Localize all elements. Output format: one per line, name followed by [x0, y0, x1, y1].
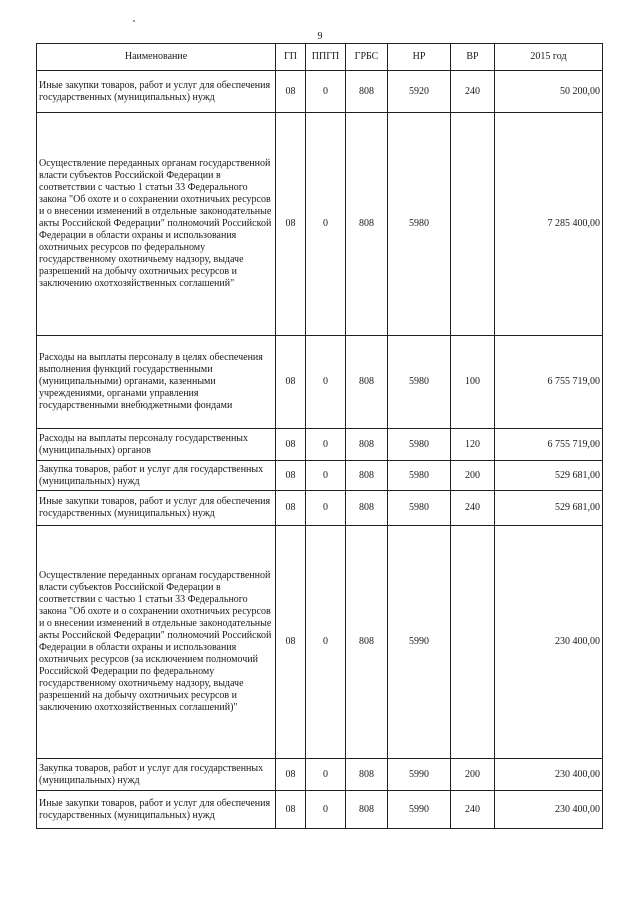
row-ppgp-cell: 0: [306, 491, 346, 526]
row-grbs-cell: 808: [346, 759, 388, 791]
row-name-cell: Закупка товаров, работ и услуг для государственных (муниципальных) нужд: [37, 759, 276, 791]
row-gp-cell: 08: [276, 759, 306, 791]
row-grbs-cell: 808: [346, 526, 388, 759]
row-nr-cell: 5980: [388, 461, 451, 491]
header-gp: ГП: [276, 44, 306, 71]
header-grbs: ГРБС: [346, 44, 388, 71]
row-vr-cell: 200: [451, 759, 495, 791]
row-vr-cell: 120: [451, 429, 495, 461]
row-ppgp-cell: 0: [306, 113, 346, 336]
row-gp-cell: 08: [276, 491, 306, 526]
row-amount-cell: 529 681,00: [495, 461, 603, 491]
row-ppgp-cell: 0: [306, 526, 346, 759]
row-ppgp-cell: 0: [306, 71, 346, 113]
header-year: 2015 год: [495, 44, 603, 71]
row-grbs-cell: 808: [346, 71, 388, 113]
header-ppgp: ППГП: [306, 44, 346, 71]
row-amount-cell: 230 400,00: [495, 526, 603, 759]
table-body: [37, 71, 603, 829]
row-vr-cell: 240: [451, 71, 495, 113]
table-row: [37, 791, 603, 829]
header-vr: ВР: [451, 44, 495, 71]
row-ppgp-cell: 0: [306, 336, 346, 429]
row-grbs-cell: 808: [346, 113, 388, 336]
row-vr-cell: [451, 526, 495, 759]
row-grbs-cell: 808: [346, 461, 388, 491]
row-nr-cell: 5980: [388, 429, 451, 461]
table-row: [37, 71, 603, 113]
table-row: [37, 336, 603, 429]
row-grbs-cell: 808: [346, 491, 388, 526]
row-name-cell: Расходы на выплаты персоналу государственных (муниципальных) органов: [37, 429, 276, 461]
row-grbs-cell: 808: [346, 791, 388, 829]
row-gp-cell: 08: [276, 461, 306, 491]
row-name-cell: Иные закупки товаров, работ и услуг для обеспечения государственных (муниципальных) нужд: [37, 791, 276, 829]
row-gp-cell: 08: [276, 791, 306, 829]
header-row: [37, 44, 603, 71]
row-vr-cell: 240: [451, 791, 495, 829]
row-ppgp-cell: 0: [306, 429, 346, 461]
row-gp-cell: 08: [276, 429, 306, 461]
row-nr-cell: 5980: [388, 491, 451, 526]
table-row: [37, 461, 603, 491]
row-gp-cell: 08: [276, 336, 306, 429]
row-amount-cell: 230 400,00: [495, 791, 603, 829]
row-ppgp-cell: 0: [306, 791, 346, 829]
row-vr-cell: [451, 113, 495, 336]
row-amount-cell: 7 285 400,00: [495, 113, 603, 336]
row-name-cell: Закупка товаров, работ и услуг для государственных (муниципальных) нужд: [37, 461, 276, 491]
row-vr-cell: 240: [451, 491, 495, 526]
table-row: [37, 526, 603, 759]
header-nr: НР: [388, 44, 451, 71]
table-row: [37, 429, 603, 461]
row-gp-cell: 08: [276, 71, 306, 113]
row-ppgp-cell: 0: [306, 759, 346, 791]
row-amount-cell: 6 755 719,00: [495, 336, 603, 429]
row-amount-cell: 50 200,00: [495, 71, 603, 113]
row-grbs-cell: 808: [346, 429, 388, 461]
row-name-cell: Осуществление переданных органам государственной власти субъектов Российской Федерации в соответствии с частью 1 статьи 33 Федерального закона "Об охоте и о сохранении охотничьих ресурсов и о внесении изменений в отдельные законодательные акты Российской Федерации" полномочий Российской Федерации в области охраны и использования охотничьих ресурсов по федеральному государственному охотничьему надзору, выдаче разрешений на добычу охотничьих ресурсов и заключению охотхозяйственных соглашений": [37, 113, 276, 336]
row-amount-cell: 6 755 719,00: [495, 429, 603, 461]
header-name: Наименование: [37, 44, 276, 71]
row-nr-cell: 5990: [388, 791, 451, 829]
row-vr-cell: 100: [451, 336, 495, 429]
table-row: [37, 113, 603, 336]
row-nr-cell: 5920: [388, 71, 451, 113]
table-row: [37, 759, 603, 791]
page-number: 9: [317, 31, 323, 42]
row-gp-cell: 08: [276, 113, 306, 336]
row-name-cell: Иные закупки товаров, работ и услуг для обеспечения государственных (муниципальных) нужд: [37, 491, 276, 526]
row-name-cell: Осуществление переданных органам государственной власти субъектов Российской Федерации в соответствии с частью 1 статьи 33 Федерального закона "Об охоте и о сохранении охотничьих ресурсов и о внесении изменений в отдельные законодательные акты Российской Федерации" полномочий Российской Федерации в области охраны и использования охотничьих ресурсов (за исключением полномочий Российской Федерации по федеральному государственному охотничьему надзору, выдаче разрешений на добычу охотничьих ресурсов и заключению охотхозяйственных соглашений)": [37, 526, 276, 759]
table-row: [37, 491, 603, 526]
row-nr-cell: 5990: [388, 759, 451, 791]
budget-table: [36, 43, 603, 829]
row-nr-cell: 5990: [388, 526, 451, 759]
row-amount-cell: 529 681,00: [495, 491, 603, 526]
row-ppgp-cell: 0: [306, 461, 346, 491]
row-nr-cell: 5980: [388, 113, 451, 336]
row-name-cell: Иные закупки товаров, работ и услуг для обеспечения государственных (муниципальных) нужд: [37, 71, 276, 113]
row-nr-cell: 5980: [388, 336, 451, 429]
row-gp-cell: 08: [276, 526, 306, 759]
scan-speck: [133, 20, 135, 22]
row-name-cell: Расходы на выплаты персоналу в целях обеспечения выполнения функций государственными (муниципальными) органами, казенными учреждениями, органами управления государственными внебюджетными фондами: [37, 336, 276, 429]
row-vr-cell: 200: [451, 461, 495, 491]
row-grbs-cell: 808: [346, 336, 388, 429]
row-amount-cell: 230 400,00: [495, 759, 603, 791]
